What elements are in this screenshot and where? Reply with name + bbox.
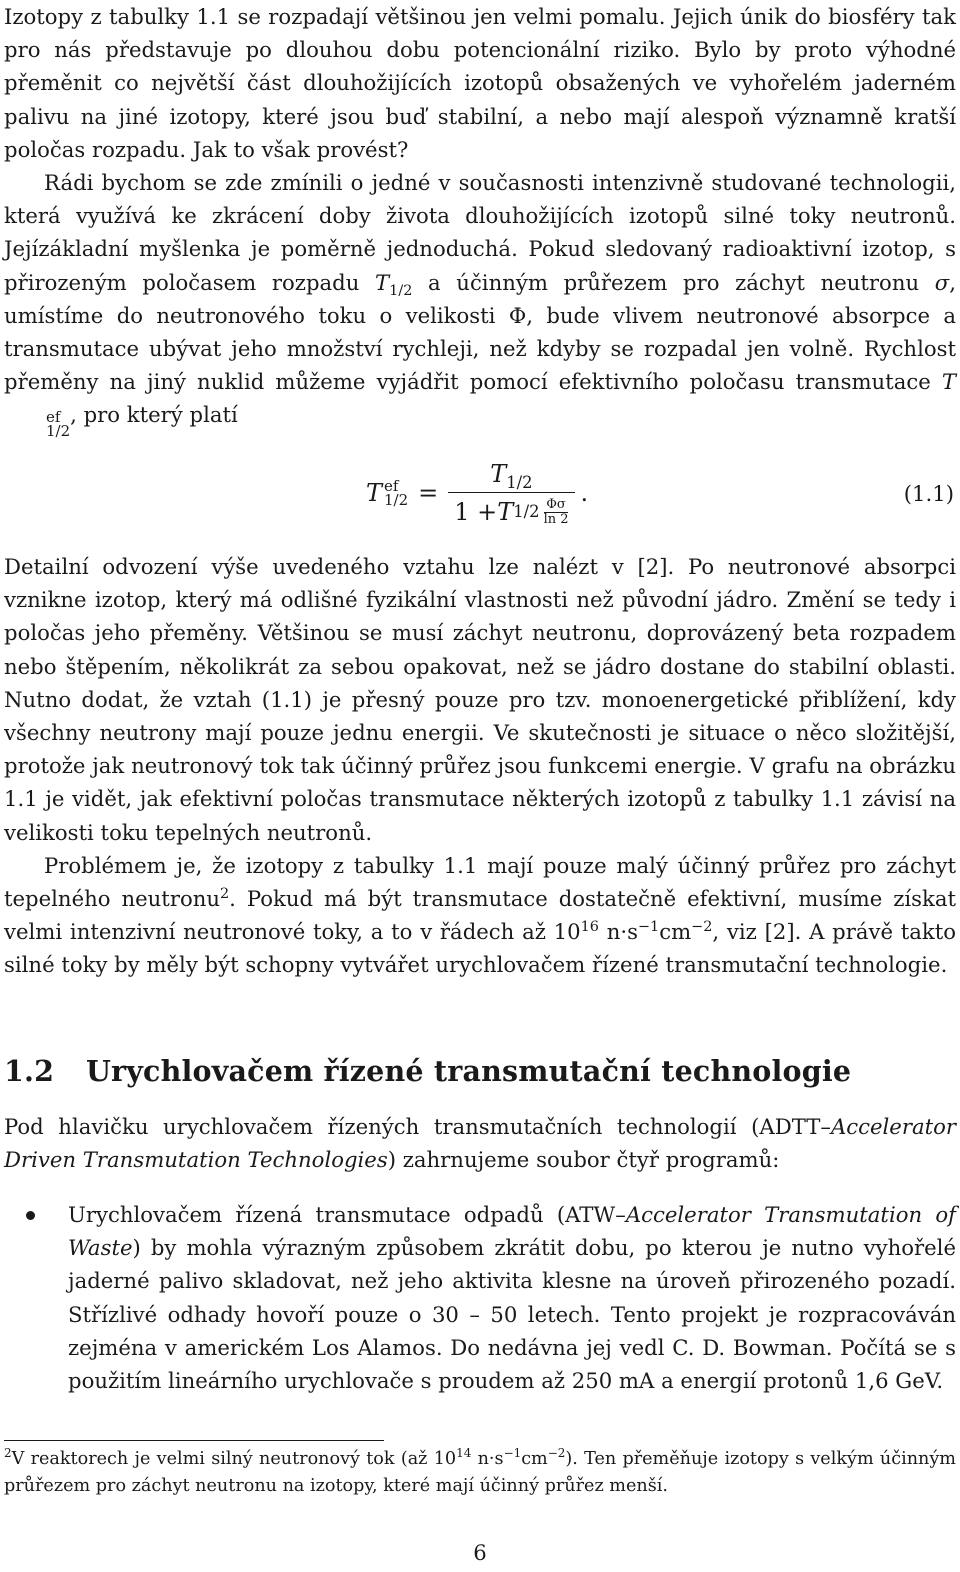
text-run: cm [659,919,692,945]
math-T: T [490,459,507,488]
italic-term: Accelerator Transmutation of Waste [68,1202,956,1261]
equation-body [366,452,588,534]
text-run: a účinným průřezem pro záchyt neutronu [412,269,935,295]
exponent: −2 [547,1446,566,1461]
footnote [4,1446,956,1499]
program-list [4,1198,956,1397]
text-run: Pod hlavičku urychlovačem řízených transmutačních technologií (ADTT– [4,1114,831,1139]
footnote-number: 2 [4,1446,12,1461]
math-supsub [6,408,71,441]
text-run: V reaktorech je velmi silný neutronový tok (až 10 [11,1449,457,1469]
math-superscript: ef [384,477,399,495]
body-text-top [4,0,957,441]
math-subscript: 1/2 [506,472,533,492]
section-heading [4,1054,851,1088]
text-run: Rádi bychom se zde zmínili o jedné v současnosti intenzivně studované technologii, která využívá ke zkrácení doby života dlouhožijících izotopů silné toky neutronů. Jejízákladní myšlenka je poměrně jednoduchá. Pokud sledovaný radioaktivní izotop, s přirozeným poločasem rozpadu [4,170,956,295]
equals-sign: = [418,479,439,507]
section-title: Urychlovačem řízené transmutační technologie [86,1054,852,1088]
text-run: Problémem je, že izotopy z tabulky 1.1 mají pouze malý účinný průřez pro záchyt tepelného neutronu [4,852,956,912]
equation-lhs [366,479,408,507]
exponent: −1 [503,1446,522,1461]
math-sigma: σ [934,269,950,295]
section-number: 1.2 [4,1054,55,1088]
math-T: T [375,269,390,295]
page-number: 6 [473,1540,487,1565]
exponent: 14 [456,1446,472,1461]
math-superscript: ef [46,408,61,427]
text-run: ) by mohla výrazným způsobem zkrátit dobu, po kterou je nutno vyhořelé jaderné palivo skladovat, než jeho aktivita klesne na úroveň přirozeného pozadí. Střízlivé odhady hovoří pouze o 30 – 50 letech. Tento projekt je rozpracováván zejména v americkém Los Alamos. Do nedávna jej vedl C. D. Bowman. Počítá se s použitím lineárního urychlovače s proudem až 250 mA a energií protonů 1,6 GeV. [68,1235,956,1394]
math-T: T [941,369,956,395]
exponent: −1 [637,919,660,936]
exponent: −2 [691,919,713,936]
equation-period: . [580,479,589,507]
text-run: ). Ten přeměňuje izotopy s velkým účinným průřezem pro záchyt neutronu na izotopy, které mají účinný průřez menší. [4,1449,956,1496]
text-run: . Pokud má být transmutace dostatečně efektivní, musíme získat velmi intenzivní neutronové toky, a to v řádech až 10 [4,886,957,945]
footnote-mark[interactable]: 2 [220,885,230,902]
equation-1-1 [0,452,960,534]
small-fraction-denominator: ln 2 [543,511,569,527]
exponent: 16 [580,919,599,936]
bullet-icon [26,1211,35,1220]
math-subscript: 1/2 [46,422,71,441]
math-T: T [497,498,514,526]
text-run: , viz [2]. A právě takto silné toky by měly být schopny vytvářet urychlovačem řízené transmutační technologie. [4,919,956,978]
small-fraction-numerator: Φσ [546,496,566,512]
fraction-denominator: 1 + T 1/2 $\frac{\Phi\sigma}{\ln 2}$ [448,492,574,527]
text-run: Urychlovačem řízená transmutace odpadů (ATW– [68,1202,626,1227]
text-run: n·s [598,919,638,945]
paragraph-derivation: Detailní odvození výše uvedeného vztahu lze nalézt v [2]. Po neutronové absorpci vznikne izotop, který má odlišné fyzikální vlastnosti než původní jádro. Změní se tedy i poločas jeho přeměny. Většinou se musí záchyt neutronu, doprovázený beta rozpadem nebo štěpením, několikrát za sebou opakovat, než se jádro dostane do stabilní oblasti. Nutno dodat, že vztah (1.1) je přesný pouze pro tzv. monoenergetické přiblížení, kdy všechny neutrony mají pouze jednu energii. Ve skutečnosti je situace o něco složitější, protože jak neutronový tok tak účinný průřez jsou funkcemi energie. V grafu na obrázku 1.1 je vidět, jak efektivní poločas transmutace některých izotopů z tabulky 1.1 závisí na velikosti toku tepelných neutronů. [4,554,956,845]
footnote-rule [4,1440,384,1441]
math-supsub [384,479,408,507]
section-intro [4,1110,956,1176]
text-run: , pro který platí [70,402,238,428]
paragraph-problem [4,849,956,982]
body-text-middle [4,550,956,982]
paragraph-adtt [4,1110,956,1176]
equation-number: (1.1) [903,480,954,506]
text-run: , umístíme do neutronového toku o velikosti [4,269,956,328]
text-run: cm [521,1449,548,1469]
small-fraction [544,498,569,527]
text-run: n·s [471,1449,504,1469]
math-one-plus: 1 + [454,498,498,526]
text-run: ) zahrnujeme soubor čtyř programů: [387,1147,780,1173]
math-subscript: 1/2 [384,491,409,509]
paragraph-intro: Izotopy z tabulky 1.1 se rozpadají většinou jen velmi pomalu. Jejich únik do biosféry tak pro nás představuje po dlouhou dobu potencionální riziko. Bylo by proto výhodné přeměnit co největší část dlouhožijících izotopů obsažených ve vyhořelém jaderném palivu na jiné izotopy, které jsou buď stabilní, a nebo mají alespoň významně kratší poločas rozpadu. Jak to však provést? [4,4,956,162]
list-item [4,1198,956,1397]
paragraph-technology [4,166,957,441]
italic-term: Accelerator Driven Transmutation Technologies [4,1114,956,1173]
text-run: , bude vlivem neutronové absorpce a transmutace ubývat jeho množství rychleji, než kdyby se rozpadal jen volně. Rychlost přeměny na jiný nuklid můžeme vyjádřit pomocí efektivního poločasu transmutace [4,302,957,395]
math-subscript: 1/2 [389,282,413,299]
fraction-numerator [484,460,538,492]
math-T: T [366,479,383,507]
equation-fraction [448,460,574,527]
math-phi: Φ [508,302,527,328]
